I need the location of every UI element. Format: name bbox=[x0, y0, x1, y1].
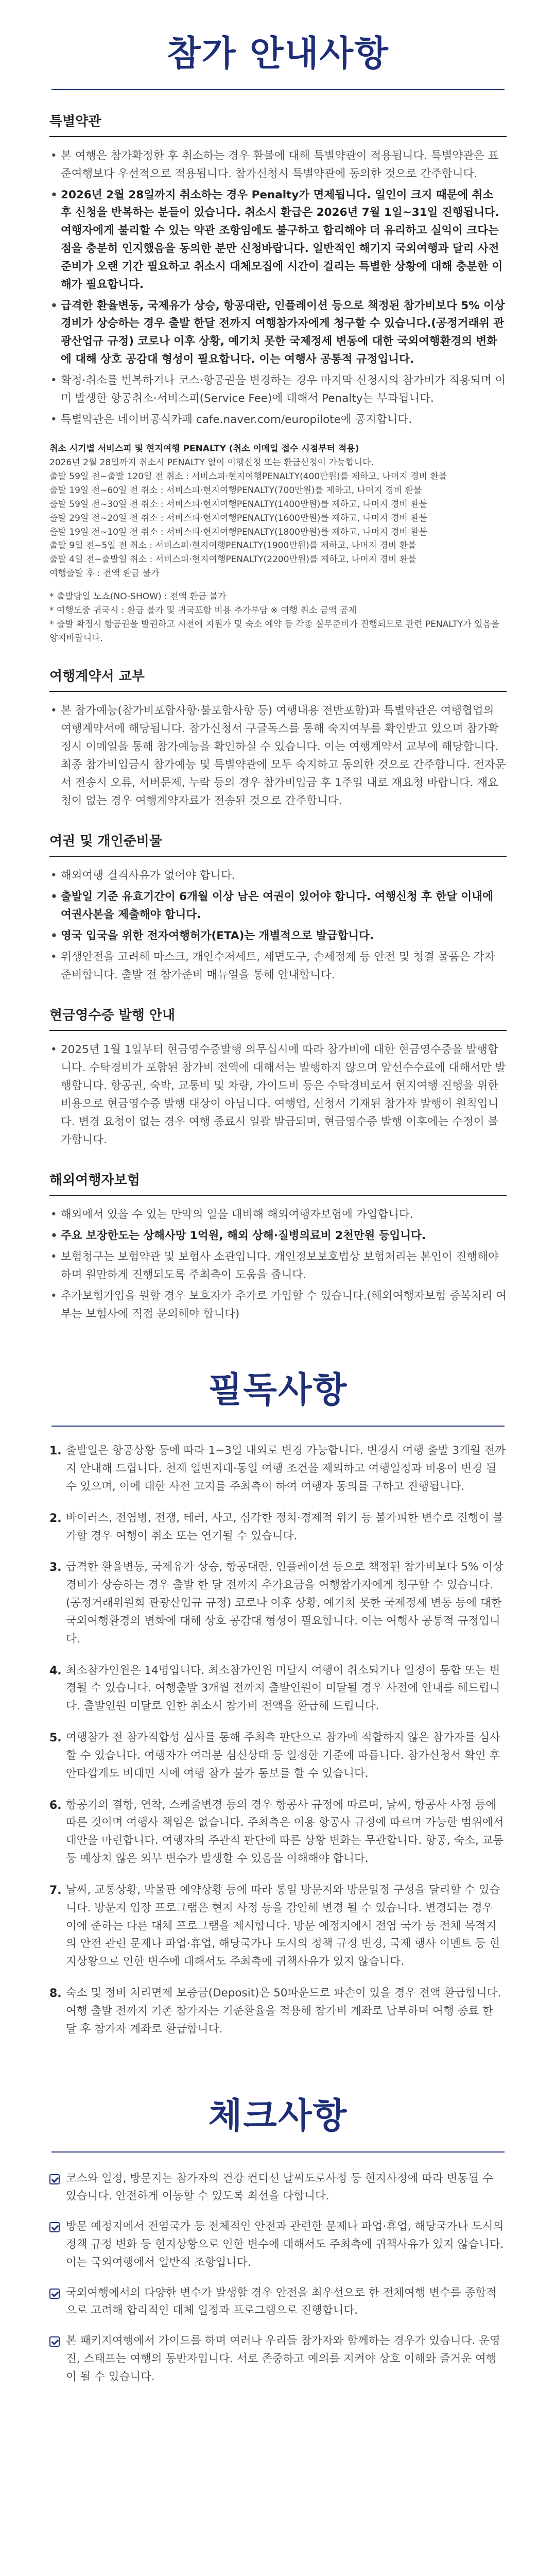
musts-item bbox=[49, 1442, 507, 1496]
insurance-divider bbox=[49, 1195, 507, 1196]
receipt-title: 현금영수증 발행 안내 bbox=[49, 1008, 176, 1024]
receipt-list bbox=[49, 1041, 507, 1149]
passport-list bbox=[49, 867, 507, 984]
musts-title: 필독사항 bbox=[208, 1370, 348, 1411]
musts-item-text: 항공기의 결항, 연착, 스케줄변경 등의 경우 항공사 규정에 따르며, 날씨, 항공사 사정 등에 따른 것이며 여행사 책임은 없습니다. 주최측은 이용 항공사 규정에 따르며 가능한 범위에서 대안을 마련합니다. 여행자의 주관적 판단에 따른 상황 변화는 무관합니다. 항공, 숙소, 교통 등 예상치 않은 외부 변수가 발생할 수 있음을 이해해야 합니다. bbox=[66, 1798, 504, 1866]
penalty-row: 출발 29일 전~20일 전 취소 : 서비스피·현지여행PENALTY(1600만원)를 제하고, 나머지 경비 환불 bbox=[49, 513, 428, 523]
penalty-table-head: 취소 시기별 서비스피 및 현지여행 PENALTY (취소 이메일 접수 시점부터 적용) bbox=[49, 444, 359, 454]
penalty-table bbox=[49, 442, 507, 581]
musts-item-text: 날씨, 교통상황, 박물관 예약상황 등에 따라 통일 방문지와 방문일정 구성을 달리할 수 있습니다. 방문지 입장 프로그램은 현지 사정 등을 감안해 변경 될 수 있습니다. 변경되는 경우 이에 준하는 다른 대체 프로그램을 제시합니다. 방문 예정지에서 전염 국가 등 전체 목적지의 안전 관련 문제나 파업·휴업, 해당국가나 도시의 정책 규정 변경, 국제 행사 이벤트 등 현지상황으로 인한 변수에 대해서도 주최측에 귀책사유가 있지 않습니다. bbox=[66, 1883, 500, 1969]
passport-item: • 위생안전을 고려해 마스크, 개인수저세트, 세면도구, 손세정제 등 안전 및 청결 물품은 각자 준비합니다. 출발 전 참가준비 매뉴얼을 통해 안내합니다. bbox=[49, 948, 507, 985]
insurance-item: • 추가보험가입을 원할 경우 보호자가 추가로 가입할 수 있습니다.(해외여행자보험 중복처리 여부는 보험사에 직접 문의해야 합니다) bbox=[49, 1287, 507, 1324]
musts-item bbox=[49, 1882, 507, 1971]
page-title: 참가 안내사항 bbox=[167, 33, 389, 74]
contract-list bbox=[49, 702, 507, 810]
penalty-note: * 출발 확정시 항공권을 발권하고 시전에 지원가 및 숙소 예약 등 각종 실무준비가 진행되므로 관련 PENALTY가 있음을 양지바랍니다. bbox=[49, 619, 500, 643]
penalty-note: * 여행도중 귀국시 : 환급 불가 및 귀국포함 비용 추가부담 ※ 여행 취소 금액 공제 bbox=[49, 605, 357, 616]
check-item-text: 코스와 일정, 방문지는 참가자의 건강 컨디션 날씨도로사정 등 현지사정에 따라 변동될 수 있습니다. 안전하게 이동할 수 있도록 최선을 다합니다. bbox=[66, 2172, 493, 2203]
penalty-row: 출발 9일 전~5일 전 취소 : 서비스피·현지여행PENALTY(1900만원)를 제하고, 나머지 경비 환불 bbox=[49, 540, 416, 551]
penalty-row: 여행출발 후 : 전액 환급 불가 bbox=[49, 568, 160, 579]
musts-item-text: 급격한 환율변동, 국제유가 상승, 항공대란, 인플레이션 등으로 책정된 참가비보다 5% 이상 경비가 상승하는 경우 출발 한 달 전까지 추가요금을 여행참가자에게 청구할 수 있습니다.(공정거래위원회 관광산업규 규정) 코로나 이후 상황, 예기치 못한 국제정세 변동 등에 대한 국외여행환경의 변화에 대해 상호 공감대 형성이 필요합니다. 이는 여행사 공통적 규정입니다. bbox=[66, 1561, 503, 1646]
passport-item: • 출발일 기준 유효기간이 6개월 이상 남은 여권이 있어야 합니다. 여행신청 후 한달 이내에 여권사본을 제출해야 합니다. bbox=[49, 888, 507, 924]
check-item-text: 본 패키지여행에서 가이드를 하며 여러나 우리들 참가자와 함께하는 경우가 있습니다. 운영진, 스태프는 여행의 동반자입니다. 서로 존중하고 예의를 지켜야 상호 이해와 즐거운 여행이 될 수 있습니다. bbox=[66, 2334, 500, 2383]
check-item bbox=[49, 2218, 507, 2272]
check-item bbox=[49, 2332, 507, 2386]
special-terms-item: • 특별약관은 네이버공식카페 cafe.naver.com/europilote에 공지합니다. bbox=[49, 411, 507, 429]
penalty-row: 출발 59일 전~30일 전 취소 : 서비스피·현지여행PENALTY(1400만원)를 제하고, 나머지 경비 환불 bbox=[49, 499, 428, 510]
receipt-item: • 2025년 1월 1일부터 현금영수증발행 의무십시에 따라 참가비에 대한 현금영수증을 발행합니다. 수탁경비가 포함된 참가비 전액에 대해서는 발행하지 않으며 알선수수료에 대해서만 발행합니다. 항공권, 숙박, 교통비 및 차량, 가이드비 등은 수탁경비로서 현지여행 진행을 위한 비용으로 현금영수증 발행 대상이 아닙니다. 여행업, 신청서 기재된 참가자 발행이 원칙입니다. 변경 요청이 없는 경우 여행 종료시 일괄 발급되며, 현금영수증 발행 이후에는 수정이 불가합니다. bbox=[49, 1041, 507, 1149]
special-terms-item: • 본 여행은 참가확정한 후 취소하는 경우 환불에 대해 특별약관이 적용됩니다. 특별약관은 표준여행보다 우선적으로 적용됩니다. 참가신청시 특별약관에 동의한 것으로 간주합니다. bbox=[49, 147, 507, 183]
contract-item: • 본 참가예능(참가비포함사항·불포함사항 등) 여행내용 전반포함)과 특별약관은 여행협업의 여행계약서에 해당됩니다. 참가신청서 구글독스를 통해 숙지여부를 확인받고 있으며 참가확정시 이메일을 통해 참가예능을 확인하실 수 있습니다. 이는 여행계약서 교부에 해당합니다. 최종 참가비입금시 참가예능 및 특별약관에 모두 숙지하고 동의한 것으로 간주합니다. 전자문서 전송시 오류, 서버문제, 누락 등의 경우 참가비입금 후 1주일 내로 재요청 바랍니다. 재요청이 없는 경우 여행계약자료가 전송된 것으로 간주합니다. bbox=[49, 702, 507, 810]
musts-divider bbox=[51, 1426, 505, 1427]
special-terms-title: 특별약관 bbox=[49, 114, 101, 129]
passport-title: 여권 및 개인준비물 bbox=[49, 834, 163, 850]
musts-item-number: 2. bbox=[49, 1512, 62, 1525]
insurance-item: • 주요 보장한도는 상해사망 1억원, 해외 상해·질병의료비 2천만원 등입니다. bbox=[49, 1227, 507, 1245]
check-item-text: 방문 예정지에서 전염국가 등 전체적인 안전과 관련한 문제나 파업·휴업, 해당국가나 도시의 정책 규정 변화 등 현지상황으로 인한 변수에 대해서도 주최측에 귀책사유가 있지 않습니다. 이는 국외여행에서 일반적 조항입니다. bbox=[66, 2220, 504, 2269]
penalty-row: 출발 19일 전~60일 전 취소 : 서비스피·현지여행PENALTY(700만원)를 제하고, 나머지 경비 환불 bbox=[49, 485, 422, 496]
musts-list bbox=[49, 1442, 507, 2038]
passport-item: • 해외여행 결격사유가 없어야 합니다. bbox=[49, 867, 507, 885]
check-item-text: 국외여행에서의 다양한 변수가 발생할 경우 안전을 최우선으로 한 전체여행 변수를 종합적으로 고려해 합리적인 대체 일정과 프로그램으로 진행합니다. bbox=[66, 2286, 497, 2317]
musts-item-number: 8. bbox=[49, 1987, 62, 2001]
musts-item bbox=[49, 1985, 507, 2038]
special-terms-list bbox=[49, 147, 507, 429]
insurance-item: • 보험청구는 보험약관 및 보험사 소관입니다. 개인정보보호법상 보험처리는 본인이 진행해야 하며 원만하게 진행되도록 주최측이 도움을 줍니다. bbox=[49, 1248, 507, 1284]
musts-item-text: 숙소 및 정비 처리면제 보증금(Deposit)은 50파운드로 파손이 있을 경우 전액 환급합니다. 여행 출발 전까지 기존 참가자는 기준환율을 적용해 참가비 계좌로 납부하며 여행 종료 한 달 후 참가자 계좌로 환급합니다. bbox=[66, 1987, 501, 2036]
musts-item-number: 6. bbox=[49, 1799, 62, 1812]
musts-item-number: 1. bbox=[49, 1445, 62, 1458]
penalty-row: 출발 19일 전~10일 전 취소 : 서비스피·현지여행PENALTY(1800만원)를 제하고, 나머지 경비 환불 bbox=[49, 527, 428, 537]
penalty-note: * 출발당일 노쇼(NO-SHOW) : 전액 환급 불가 bbox=[49, 591, 227, 602]
contract-divider bbox=[49, 691, 507, 692]
special-terms-item: • 2026년 2월 28일까지 취소하는 경우 Penalty가 면제됩니다. 일인이 크지 때문에 취소 후 신청을 반복하는 분들이 있습니다. 취소시 환급은 2026년 7월 1일~31일 진행됩니다. 여행자에게 불리할 수 있는 약관 조항임에도 불구하고 합리해야 더 유리하고 실익이 크다는 점을 충분히 인지했음을 동의한 분만 신청바랍니다. 일반적인 해기지 국외여행과 달리 사전 준비가 오랜 기간 필요하고 취소시 대체모집에 시간이 걸리는 특별한 상황에 대해 충분한 이해가 필요합니다. bbox=[49, 187, 507, 294]
penalty-row: 출발 4일 전~출발일 취소 : 서비스피·현지여행PENALTY(2200만원)를 제하고, 나머지 경비 환불 bbox=[49, 554, 416, 565]
penalty-notes bbox=[49, 590, 507, 645]
checks-divider bbox=[51, 2151, 505, 2153]
musts-item-text: 여행참가 전 참가적합성 심사를 통해 주최측 판단으로 참가에 적합하지 않은 참가자를 심사할 수 있습니다. 여행자가 여러분 심신상태 등 일정한 기준에 따릅니다. 참가신청서 확인 후 안타깝게도 비대면 시에 여행 참가 불가 통보를 할 수 있습니다. bbox=[66, 1731, 500, 1780]
musts-item bbox=[49, 1797, 507, 1868]
checks-title: 체크사항 bbox=[208, 2095, 348, 2137]
contract-title: 여행계약서 교부 bbox=[49, 669, 145, 685]
musts-item-number: 7. bbox=[49, 1884, 62, 1897]
musts-item-number: 5. bbox=[49, 1732, 62, 1745]
special-terms-divider bbox=[49, 136, 507, 137]
musts-item bbox=[49, 1510, 507, 1546]
title-divider bbox=[51, 89, 505, 90]
insurance-item: • 해외에서 있을 수 있는 만약의 일을 대비해 해외여행자보험에 가입합니다. bbox=[49, 1206, 507, 1224]
checkbox-icon bbox=[49, 2289, 60, 2299]
receipt-divider bbox=[49, 1030, 507, 1031]
musts-item bbox=[49, 1729, 507, 1783]
passport-item: • 영국 입국을 위한 전자여행허가(ETA)는 개별적으로 발급합니다. bbox=[49, 927, 507, 945]
penalty-row: 출발 59일 전~출발 120일 전 취소 : 서비스피·현지여행PENALTY(400만원)를 제하고, 나머지 경비 환불 bbox=[49, 471, 447, 482]
checkbox-icon bbox=[49, 2174, 60, 2184]
musts-item-text: 바이러스, 전염병, 전쟁, 테러, 사고, 심각한 정치·경제적 위기 등 불가피한 변수로 진행이 불가할 경우 여행이 취소 또는 연기될 수 있습니다. bbox=[66, 1511, 503, 1543]
special-terms-item: • 확정·취소를 번복하거나 코스·항공권을 변경하는 경우 마지막 신청시의 참가비가 적용되며 이미 발생한 항공취소·서비스피(Service Fee)에 대해서 Penalty는 부과됩니다. bbox=[49, 372, 507, 408]
musts-item-text: 출발일은 항공상황 등에 따라 1~3일 내외로 변경 가능합니다. 변경시 여행 출발 3개월 전까지 안내해 드립니다. 천재 일변지대·동일 여행 조건을 제외하고 여행일정과 비용이 변경 될 수 있으며, 이에 대한 사전 고지를 주최측이 하여 여행자 동의를 구하고 진행됩니다. bbox=[66, 1444, 506, 1493]
musts-item-number: 3. bbox=[49, 1561, 62, 1574]
musts-item-number: 4. bbox=[49, 1664, 62, 1677]
insurance-title: 해외여행자보험 bbox=[49, 1173, 140, 1189]
insurance-list bbox=[49, 1206, 507, 1323]
musts-item bbox=[49, 1558, 507, 1648]
musts-item-text: 최소참가인원은 14명입니다. 최소참가인원 미달시 여행이 취소되거나 일정이 통합 또는 변경될 수 있습니다. 여행출발 3개월 전까지 출발인원이 미달될 경우 사전에 안내를 해드립니다. 출발인원 미달로 인한 취소시 참가비 전액을 환급해 드립니다. bbox=[66, 1664, 500, 1713]
check-item bbox=[49, 2284, 507, 2320]
special-terms-item: • 급격한 환율변동, 국제유가 상승, 항공대란, 인플레이션 등으로 책정된 참가비보다 5% 이상 경비가 상승하는 경우 출발 한달 전까지 여행참가자에게 청구할 수 있습니다.(공정거래위 관광산업규 규정) 코로나 이후 상황, 예기치 못한 국제정세 변동에 대한 국외여행환경의 변화에 대해 상호 공감대 형성이 필요합니다. 이는 여행사 공통적 규정입니다. bbox=[49, 297, 507, 369]
checkbox-icon bbox=[49, 2336, 60, 2347]
musts-item bbox=[49, 1662, 507, 1716]
penalty-row: 2026년 2월 28일까지 취소시 PENALTY 없이 이행신청 또는 환급신청이 가능합니다. bbox=[49, 457, 374, 468]
checkbox-icon bbox=[49, 2222, 60, 2232]
check-item bbox=[49, 2170, 507, 2206]
checks-list bbox=[49, 2170, 507, 2386]
passport-divider bbox=[49, 856, 507, 857]
